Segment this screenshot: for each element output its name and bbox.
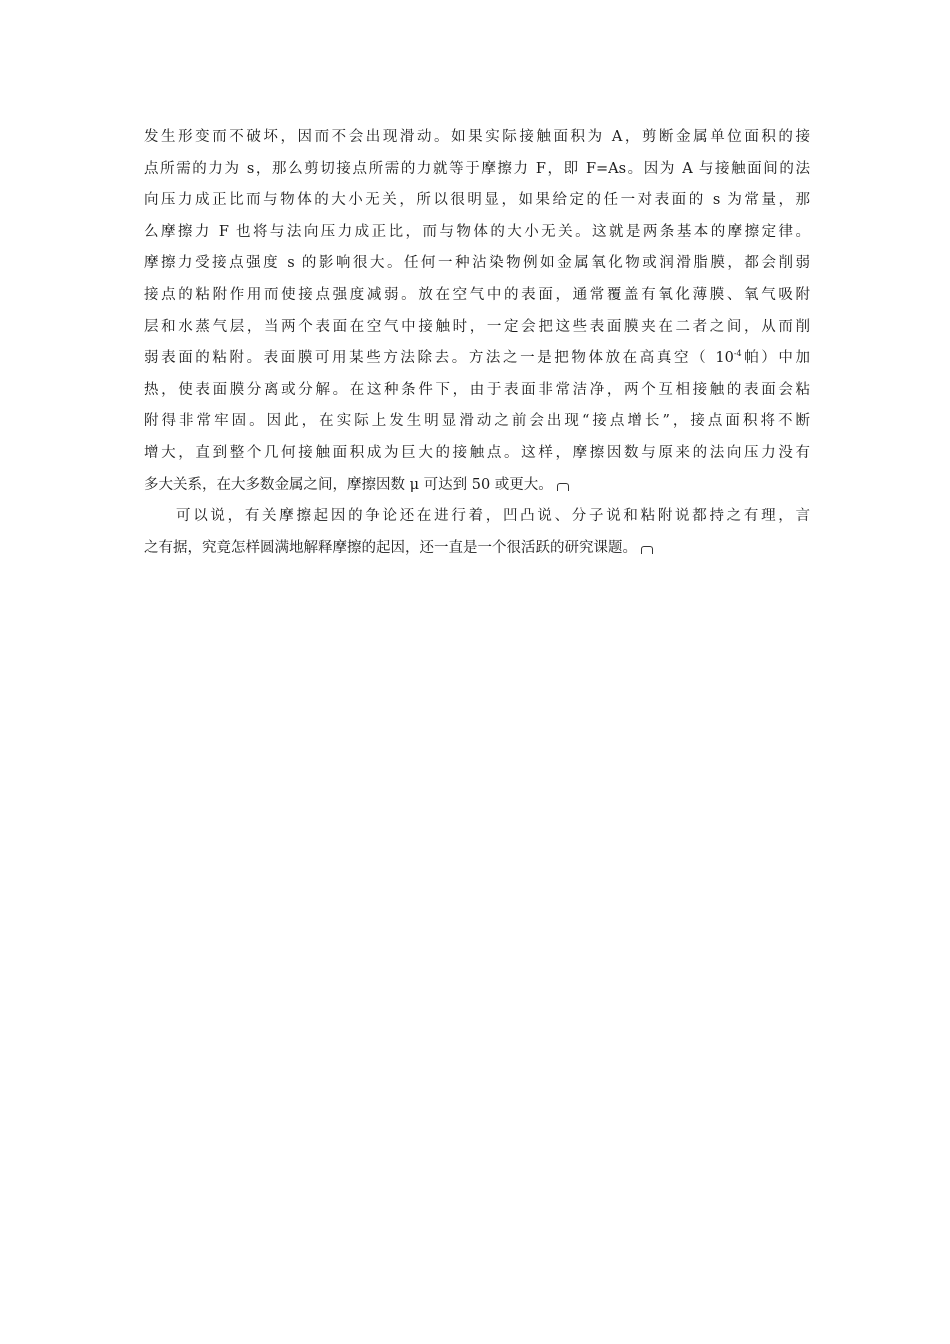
- text-line: 发生形变而不破坏，因而不会出现滑动。如果实际接触面积为 A，剪断金属单位面积的接: [144, 129, 810, 145]
- text-line-with-exponent: [144, 343, 810, 375]
- text-segment: 多大关系，在大多数金属之间，摩擦因数 μ 可达到 50 或更大。: [144, 476, 553, 493]
- text-segment: 弱表面的粘附。表面膜可用某些方法除去。方法之一是把物体放在高真空（ 10: [144, 350, 734, 367]
- text-line: 点所需的力为 s，那么剪切接点所需的力就等于摩擦力 F，即 F=As。因为 A 与接触面间的法: [144, 160, 810, 177]
- paragraph-mark-icon: [641, 546, 653, 554]
- text-line: 摩擦力受接点强度 s 的影响很大。任何一种沾染物例如金属氧化物或润滑脂膜，都会削弱: [144, 255, 810, 272]
- paragraph-2: [144, 501, 810, 564]
- text-line: [144, 470, 810, 502]
- text-segment: 帕）中加: [741, 350, 810, 367]
- text-line: 向压力成正比而与物体的大小无关，所以很明显，如果给定的任一对表面的 s 为常量，那: [144, 192, 810, 209]
- paragraph-mark-icon: [557, 483, 569, 491]
- text-line: 热，使表面膜分离或分解。在这种条件下，由于表面非常洁净，两个互相接触的表面会粘: [144, 381, 810, 398]
- text-line: 可以说，有关摩擦起因的争论还在进行着，凹凸说、分子说和粘附说都持之有理，言: [176, 508, 810, 525]
- text-segment: 之有据，究竟怎样圆满地解释摩擦的起因，还一直是一个很活跃的研究课题。: [144, 539, 637, 556]
- text-line: [144, 533, 810, 565]
- text-line: 增大，直到整个几何接触面积成为巨大的接触点。这样，摩擦因数与原来的法向压力没有: [144, 444, 810, 461]
- body-text: [144, 122, 810, 564]
- superscript-exponent: -4: [733, 349, 742, 359]
- text-line: 附得非常牢固。因此，在实际上发生明显滑动之前会出现“接点增长”，接点面积将不断: [144, 413, 810, 430]
- text-line: 么摩擦力 F 也将与法向压力成正比，而与物体的大小无关。这就是两条基本的摩擦定律。: [144, 223, 810, 240]
- text-line: 层和水蒸气层，当两个表面在空气中接触时，一定会把这些表面膜夹在二者之间，从而削: [144, 318, 810, 335]
- paragraph-1: [144, 122, 810, 501]
- text-line: 接点的粘附作用而使接点强度减弱。放在空气中的表面，通常覆盖有氧化薄膜、氧气吸附: [144, 286, 810, 303]
